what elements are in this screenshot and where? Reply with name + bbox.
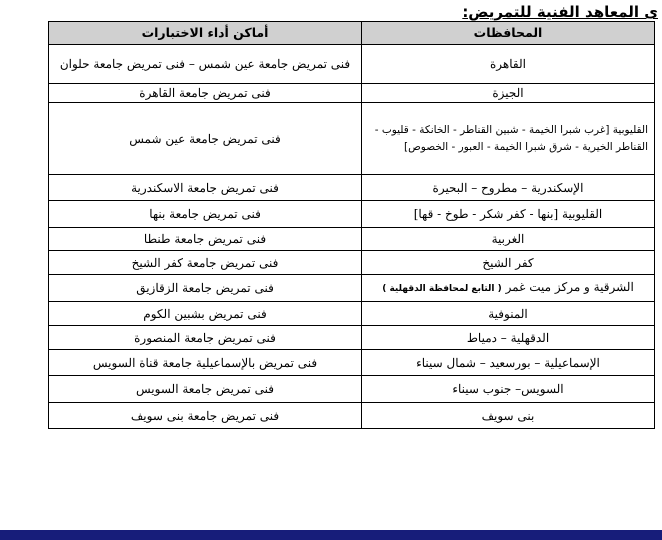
- exam-location-cell: فنى تمريض جامعة السويس: [49, 376, 362, 403]
- table-row: [49, 251, 655, 275]
- governorate-cell: الغربية: [362, 228, 655, 251]
- footer-bar: [0, 530, 662, 540]
- exam-location-cell: فنى تمريض جامعة الزقازيق: [49, 275, 362, 302]
- table-header-row: [49, 22, 655, 45]
- governorate-cell: كفر الشيخ: [362, 251, 655, 275]
- governorate-cell: القليوبية [غرب شبرا الخيمة - شبين القناطر - الخانكة - قليوب - القناطر الخيرية - شرق شبرا الخيمة - العبور - الخصوص]: [362, 103, 655, 175]
- table-row: [49, 175, 655, 201]
- table-row: [49, 228, 655, 251]
- table-row: [49, 275, 655, 302]
- governorate-cell: [362, 275, 655, 302]
- governorate-cell: القليوبية [بنها - كفر شكر - طوخ - قها]: [362, 201, 655, 228]
- exam-location-cell: فنى تمريض جامعة عين شمس: [49, 103, 362, 175]
- governorate-cell: بنى سويف: [362, 403, 655, 429]
- governorate-cell: المنوفية: [362, 302, 655, 326]
- governorates-header: المحافظات: [362, 22, 655, 45]
- exam-location-cell: فنى تمريض جامعة بنى سويف: [49, 403, 362, 429]
- governorate-name: الشرقية و مركز ميت غمر: [505, 280, 634, 294]
- exam-location-cell: فنى تمريض بالإسماعيلية جامعة قناة السويس: [49, 350, 362, 376]
- governorate-cell: الإسماعيلية – بورسعيد – شمال سيناء: [362, 350, 655, 376]
- governorate-cell: القاهرة: [362, 45, 655, 84]
- exam-location-cell: فنى تمريض جامعة طنطا: [49, 228, 362, 251]
- table-row: [49, 84, 655, 103]
- governorate-cell: الدقهلية – دمياط: [362, 326, 655, 350]
- table-row: [49, 103, 655, 175]
- governorate-note: ( التابع لمحافظة الدقهلية ): [382, 284, 502, 294]
- governorate-cell: الجيزة: [362, 84, 655, 103]
- exam-locations-header: أماكن أداء الاختبارات: [49, 22, 362, 45]
- table-row: [49, 302, 655, 326]
- exam-locations-table: [48, 21, 655, 429]
- table-row: [49, 45, 655, 84]
- exam-location-cell: فنى تمريض جامعة الاسكندرية: [49, 175, 362, 201]
- table-row: [49, 201, 655, 228]
- exam-location-cell: فنى تمريض جامعة عين شمس – فنى تمريض جامعة حلوان: [49, 45, 362, 84]
- table-row: [49, 350, 655, 376]
- section-heading: ى المعاهد الفنية للتمريض:: [462, 3, 658, 21]
- exam-location-cell: فنى تمريض بشبين الكوم: [49, 302, 362, 326]
- table-row: [49, 326, 655, 350]
- governorate-cell: الإسكندرية – مطروح – البحيرة: [362, 175, 655, 201]
- governorate-cell: السويس– جنوب سيناء: [362, 376, 655, 403]
- exam-location-cell: فنى تمريض جامعة المنصورة: [49, 326, 362, 350]
- exam-location-cell: فنى تمريض جامعة القاهرة: [49, 84, 362, 103]
- exam-location-cell: فنى تمريض جامعة كفر الشيخ: [49, 251, 362, 275]
- table-row: [49, 376, 655, 403]
- exam-location-cell: فنى تمريض جامعة بنها: [49, 201, 362, 228]
- table-row: [49, 403, 655, 429]
